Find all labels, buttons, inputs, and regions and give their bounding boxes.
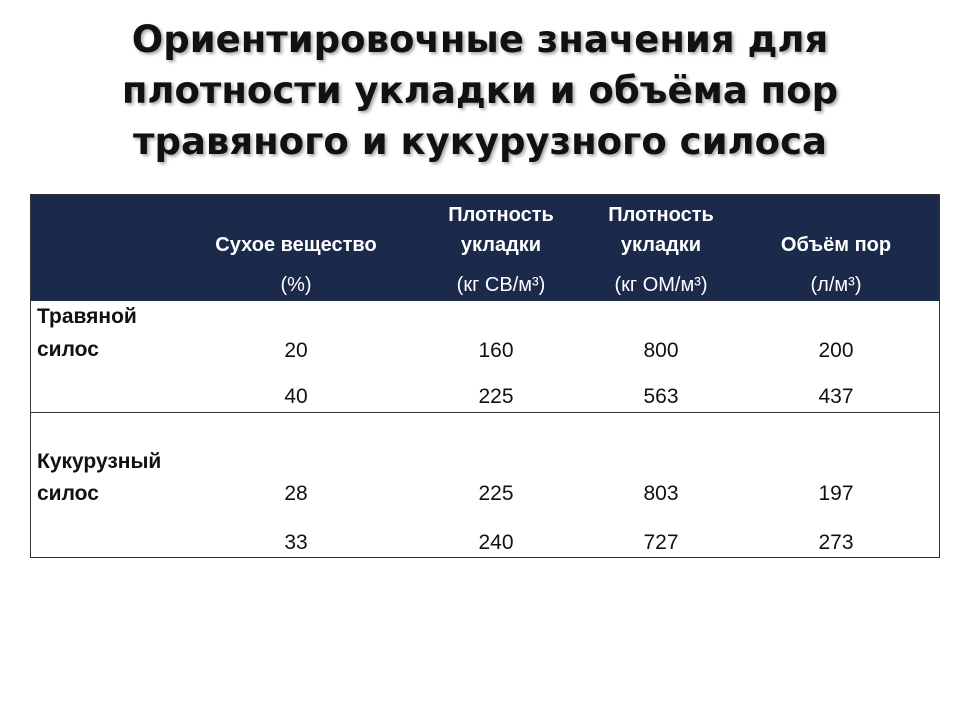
data-table xyxy=(30,194,940,558)
header-density-dm-line1: Плотность xyxy=(448,204,554,226)
title-line-2: плотности укладки и объёма пор xyxy=(121,69,839,112)
table-cell: 727 xyxy=(643,531,679,554)
table-cell: 33 xyxy=(284,531,308,554)
table-cell: 197 xyxy=(818,482,854,505)
table-cell: 20 xyxy=(284,339,308,362)
row-label-grass-line1: Травяной xyxy=(37,305,137,328)
group-divider xyxy=(31,412,939,413)
table-cell: 273 xyxy=(818,531,854,554)
table-cell: 160 xyxy=(478,339,514,362)
title-line-3: травяного и кукурузного силоса xyxy=(133,120,827,163)
table-cell: 437 xyxy=(818,385,854,408)
table-header xyxy=(31,195,939,301)
header-density-om-unit: (кг ОМ/м³) xyxy=(614,274,708,296)
header-density-dm-line2: укладки xyxy=(460,234,542,256)
header-pore-volume: Объём пор xyxy=(780,234,892,256)
table-cell: 563 xyxy=(643,385,679,408)
header-density-dm-unit: (кг СВ/м³) xyxy=(456,274,546,296)
slide-title xyxy=(0,14,960,167)
header-dry-matter: Сухое вещество xyxy=(215,234,377,256)
row-label-maize-line2: силос xyxy=(37,482,99,505)
row-label-grass-line2: силос xyxy=(37,338,99,361)
header-pore-volume-unit: (л/м³) xyxy=(810,274,862,296)
header-density-om-line1: Плотность xyxy=(608,204,714,226)
table-cell: 800 xyxy=(643,339,679,362)
header-density-om-line2: укладки xyxy=(620,234,702,256)
header-dry-matter-unit: (%) xyxy=(280,274,312,296)
table-cell: 225 xyxy=(478,385,514,408)
table-cell: 225 xyxy=(478,482,514,505)
table-cell: 803 xyxy=(643,482,679,505)
table-cell: 40 xyxy=(284,385,308,408)
row-label-maize-line1: Кукурузный xyxy=(37,450,162,473)
table-cell: 28 xyxy=(284,482,308,505)
title-line-1: Ориентировочные значения для xyxy=(131,18,829,61)
table-cell: 200 xyxy=(818,339,854,362)
table-cell: 240 xyxy=(478,531,514,554)
